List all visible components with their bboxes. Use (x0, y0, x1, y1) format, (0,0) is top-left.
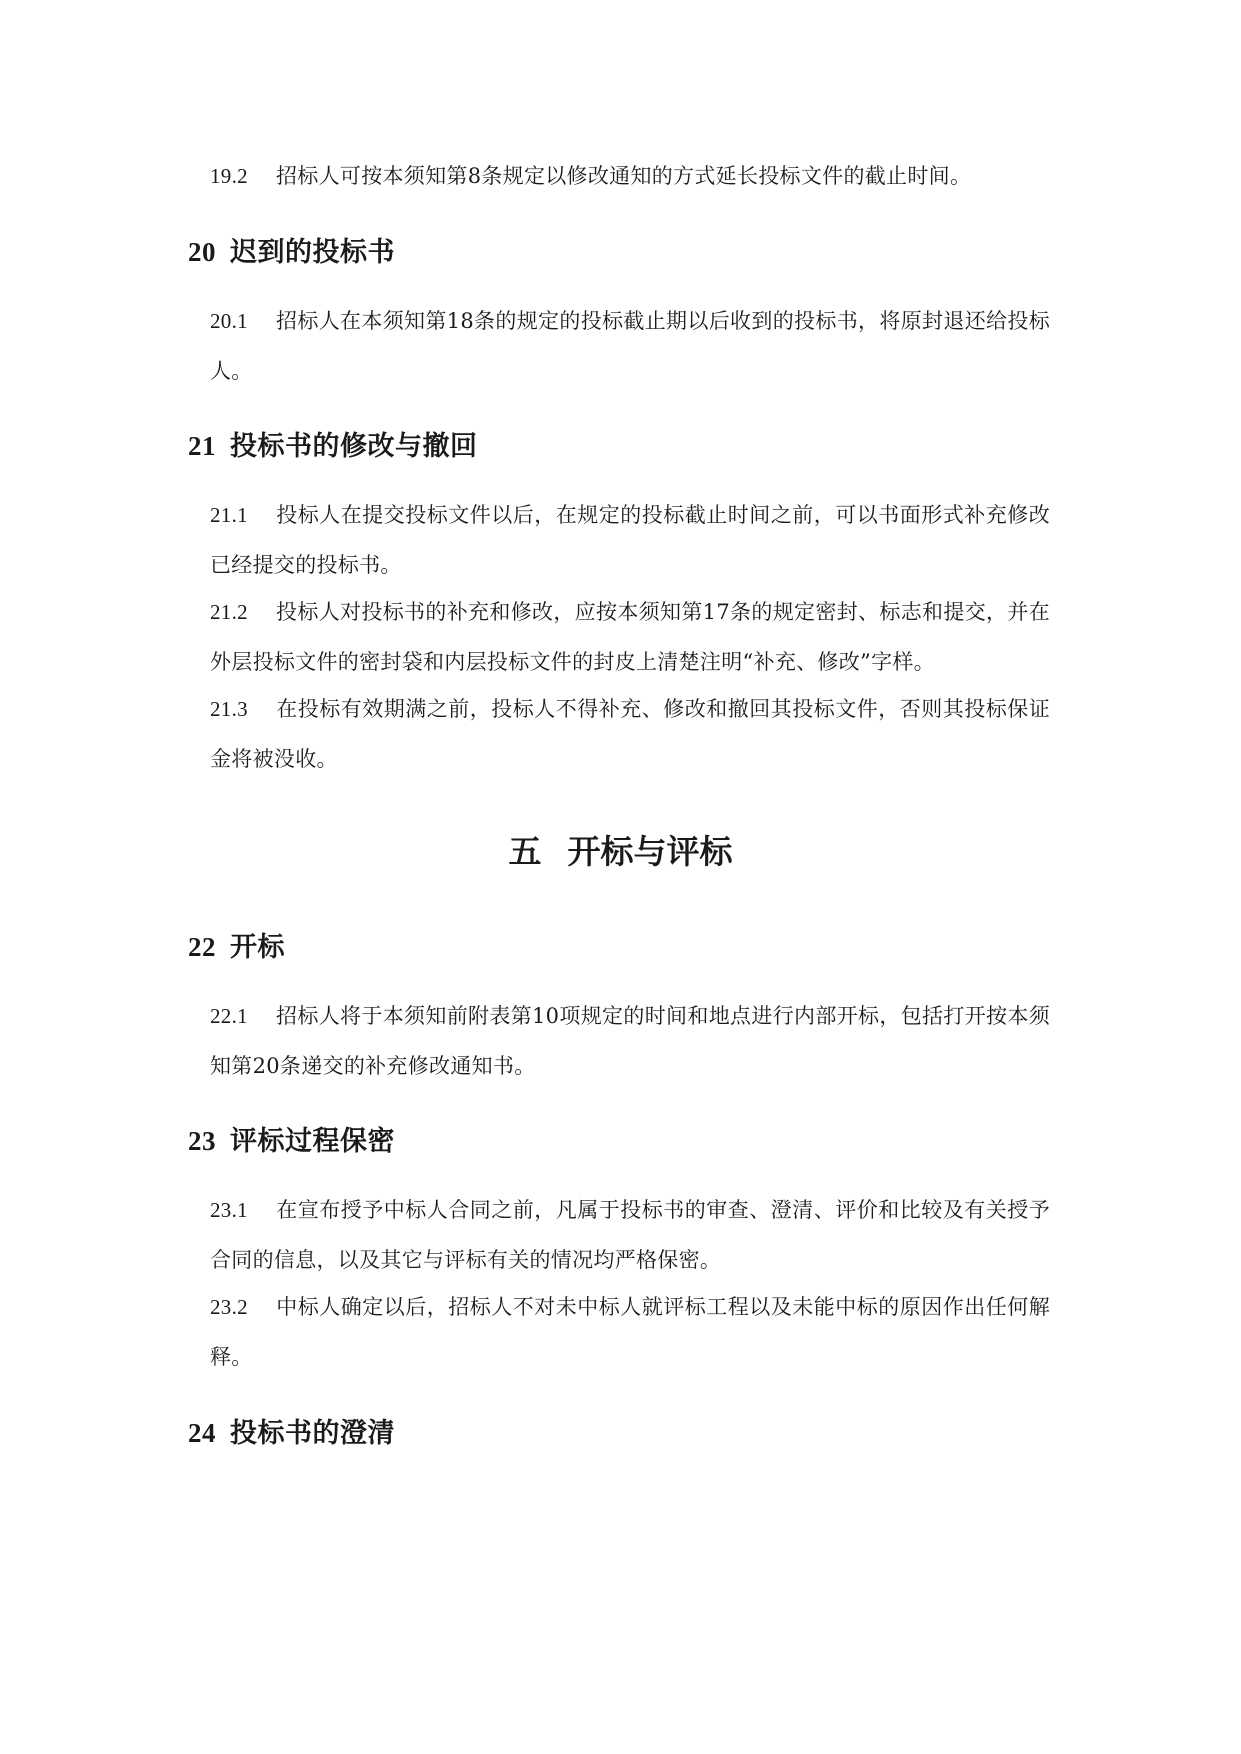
clause-text: 招标人可按本须知第8条规定以修改通知的方式延长投标文件的截止时间。 (276, 164, 972, 188)
clause-text: 在宣布授予中标人合同之前，凡属于投标书的审查、澄清、评价和比较及有关授予合同的信息，以及其它与评标有关的情况均严格保密。 (210, 1198, 1050, 1272)
section-number: 23 (188, 1126, 216, 1156)
clause-20-1 (210, 296, 1050, 396)
section-number: 21 (188, 431, 216, 461)
section-heading-24 (188, 1411, 395, 1450)
section-title: 迟到的投标书 (230, 237, 395, 268)
chapter-number: 五 (508, 832, 542, 871)
section-title: 投标书的澄清 (230, 1418, 395, 1449)
clause-19-2 (210, 151, 1050, 201)
section-title: 开标 (230, 932, 285, 963)
section-heading-21 (188, 424, 478, 463)
clause-23-2 (210, 1282, 1050, 1382)
clause-number: 20.1 (210, 309, 248, 333)
section-heading-20 (188, 230, 395, 269)
section-title: 评标过程保密 (230, 1126, 395, 1157)
clause-text: 投标人对投标书的补充和修改，应按本须知第17条的规定密封、标志和提交，并在外层投标文件的密封袋和内层投标文件的封皮上清楚注明“补充、修改”字样。 (210, 600, 1050, 674)
clause-21-1 (210, 490, 1050, 590)
section-number: 20 (188, 237, 216, 267)
clause-number: 21.2 (210, 600, 248, 624)
clause-text: 招标人在本须知第18条的规定的投标截止期以后收到的投标书，将原封退还给投标人。 (210, 309, 1050, 383)
section-heading-22 (188, 925, 285, 964)
clause-22-1 (210, 991, 1050, 1091)
clause-text: 招标人将于本须知前附表第10项规定的时间和地点进行内部开标，包括打开按本须知第20条递交的补充修改通知书。 (210, 1004, 1050, 1078)
clause-number: 19.2 (210, 164, 248, 188)
section-title: 投标书的修改与撤回 (230, 431, 478, 462)
clause-21-2 (210, 587, 1050, 687)
clause-number: 22.1 (210, 1004, 248, 1028)
clause-number: 23.2 (210, 1295, 248, 1319)
clause-text: 中标人确定以后，招标人不对未中标人就评标工程以及未能中标的原因作出任何解释。 (210, 1295, 1050, 1369)
chapter-title: 开标与评标 (567, 832, 733, 871)
section-number: 24 (188, 1418, 216, 1448)
clause-text: 投标人在提交投标文件以后，在规定的投标截止时间之前，可以书面形式补充修改已经提交的投标书。 (210, 503, 1050, 577)
section-number: 22 (188, 932, 216, 962)
clause-number: 23.1 (210, 1198, 248, 1222)
clause-text: 在投标有效期满之前，投标人不得补充、修改和撤回其投标文件，否则其投标保证金将被没收。 (210, 697, 1050, 771)
clause-number: 21.1 (210, 503, 248, 527)
clause-23-1 (210, 1185, 1050, 1285)
chapter-heading (0, 826, 1241, 873)
section-heading-23 (188, 1119, 395, 1158)
clause-number: 21.3 (210, 697, 248, 721)
clause-21-3 (210, 684, 1050, 784)
